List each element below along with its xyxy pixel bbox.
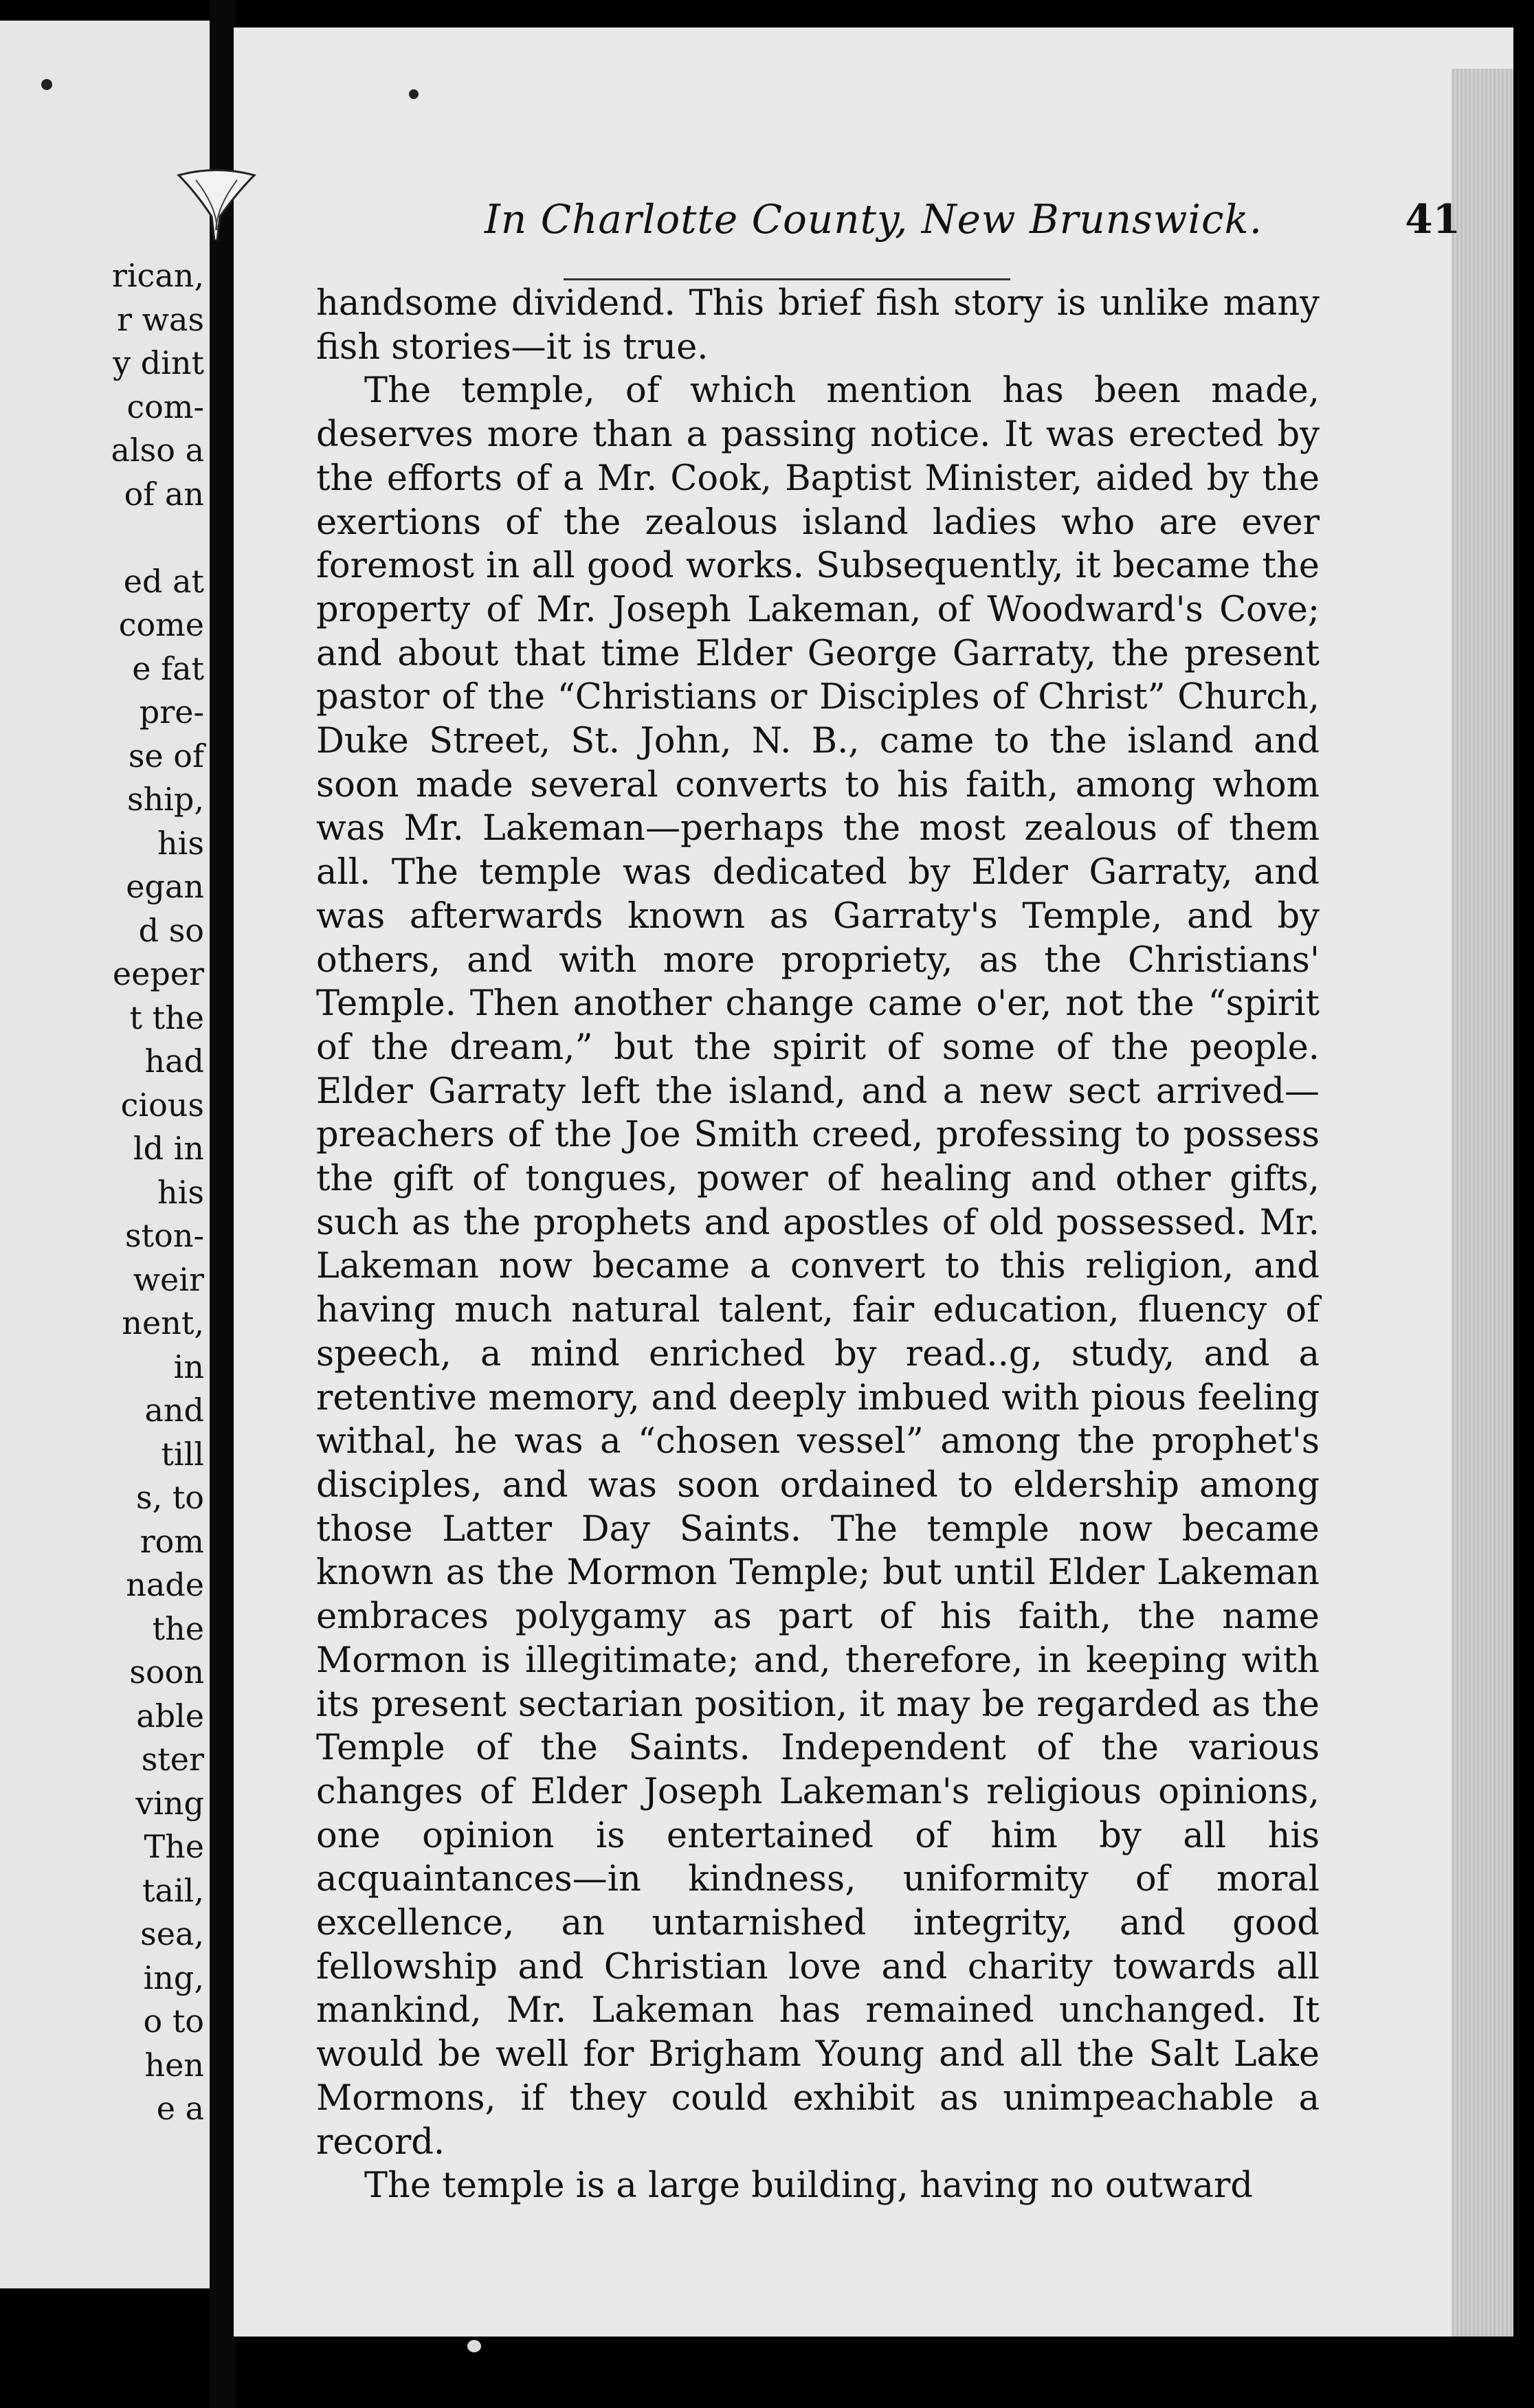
- left-line-fragment: egan: [126, 868, 204, 905]
- left-line-fragment: ing,: [143, 1959, 204, 1996]
- left-line-fragment: ving: [135, 1784, 204, 1822]
- ink-dot: [409, 89, 419, 99]
- left-line-fragment: s, to: [135, 1479, 204, 1516]
- left-line-fragment: also a: [111, 432, 204, 469]
- left-line-fragment: had: [144, 1043, 204, 1080]
- left-line-fragment: rom: [140, 1522, 204, 1560]
- left-line-fragment: [111, 516, 204, 560]
- bookmark-ribbon-icon: [172, 165, 261, 241]
- left-line-fragment: cious: [120, 1086, 204, 1124]
- page-header: [485, 196, 1460, 251]
- left-line-fragment: t the: [129, 999, 204, 1036]
- left-page-text: [111, 254, 204, 2131]
- left-line-fragment: his: [157, 824, 204, 862]
- left-line-fragment: come: [118, 606, 204, 643]
- right-page: [234, 27, 1513, 2337]
- scan-blot: [467, 2340, 481, 2352]
- left-line-fragment: able: [136, 1697, 204, 1735]
- left-line-fragment: com-: [126, 388, 204, 425]
- left-line-fragment: rican,: [111, 257, 204, 294]
- left-line-fragment: tail,: [142, 1871, 204, 1909]
- left-line-fragment: soon: [129, 1653, 204, 1691]
- paragraph: The temple is a large building, having no outward: [364, 2165, 1254, 2207]
- ink-dot: [41, 79, 52, 90]
- left-line-fragment: the: [152, 1609, 204, 1647]
- left-line-fragment: weir: [133, 1260, 204, 1298]
- left-line-fragment: and: [144, 1392, 204, 1429]
- left-line-fragment: o to: [143, 2003, 204, 2040]
- left-line-fragment: of an: [124, 475, 204, 513]
- left-line-fragment: ston-: [125, 1217, 204, 1254]
- paragraph: handsome dividend. This brief fish story is unlike many fish stories—it is true.: [316, 283, 1320, 368]
- left-line-fragment: sea,: [140, 1915, 204, 1952]
- left-line-fragment: The: [144, 1828, 204, 1865]
- left-line-fragment: in: [173, 1348, 204, 1385]
- left-page: [0, 21, 210, 2288]
- left-line-fragment: ed at: [123, 562, 204, 600]
- paragraph: The temple, of which mention has been made, deserves more than a passing notice. It was erected by the efforts of a Mr. Cook, Baptist Minister, aided by the exertions of the zealous island ladies who are ever foremost in all good works. Subsequently, it became the property of Mr. Joseph Lakeman, of Woodward's Cove; and about that time Elder George Garraty, the present pastor of the “Christians or Disciples of Christ” Church, Duke Street, St. John, N. B., came to the island and soon made several converts to his faith, among whom was Mr. Lakeman—perhaps the most zealous of them all. The temple was dedicated by Elder Garraty, and was afterwards known as Garraty's Temple, and by others, and with more propriety, as the Christians' Temple. Then another change came o'er, not the “spirit of the dream,” but the spirit of some of the people. Elder Garraty left the island, and a new sect arrived—preachers of the Joe Smith creed, professing to possess the gift of tongues, power of healing and other gifts, such as the prophets and apostles of old possessed. Mr. Lakeman now became a convert to this religion, and having much natural talent, fair education, fluency of speech, a mind enriched by read..g, study, and a retentive memory, and deeply imbued with pious feeling withal, he was a “chosen vessel” among the prophet's disciples, and was soon ordained to eldership among those Latter Day Saints. The temple now became known as the Mormon Temple; but until Elder Lakeman embraces polygamy as part of his faith, the name Mormon is illegitimate; and, therefore, in keeping with its present sectarian position, it may be regarded as the Temple of the Saints. Independent of the various changes of Elder Joseph Lakeman's religious opinions, one opinion is entertained of him by all his acquaintances—in kindness, uniformity of moral excellence, an untarnished integrity, and good fellowship and Christian love and charity towards all mankind, Mr. Lakeman has remained unchanged. It would be well for Brigham Young and all the Salt Lake Mormons, if they could exhibit as unimpeachable a record.: [316, 370, 1320, 2163]
- left-line-fragment: y dint: [113, 344, 204, 381]
- left-line-fragment: ster: [141, 1741, 204, 1778]
- left-line-fragment: e a: [156, 2090, 204, 2127]
- page-number: 41: [1405, 196, 1460, 243]
- left-line-fragment: his: [157, 1173, 204, 1211]
- left-line-fragment: ship,: [126, 781, 204, 818]
- left-line-fragment: hen: [144, 2046, 204, 2084]
- left-line-fragment: r was: [116, 300, 204, 338]
- header-rule: [564, 278, 1010, 280]
- left-line-fragment: se of: [128, 737, 204, 774]
- left-line-fragment: nade: [126, 1566, 204, 1603]
- left-line-fragment: e fat: [132, 649, 204, 687]
- left-line-fragment: eeper: [112, 955, 204, 992]
- left-line-fragment: till: [161, 1435, 204, 1473]
- body-text: [316, 282, 1320, 2208]
- left-line-fragment: ld in: [133, 1130, 204, 1167]
- left-line-fragment: pre-: [139, 693, 204, 731]
- book-gutter: [210, 0, 236, 2408]
- left-line-fragment: d so: [138, 911, 204, 949]
- left-line-fragment: nent,: [122, 1304, 204, 1341]
- page-edges: [1452, 69, 1513, 2337]
- running-head: In Charlotte County, New Brunswick.: [485, 196, 1263, 243]
